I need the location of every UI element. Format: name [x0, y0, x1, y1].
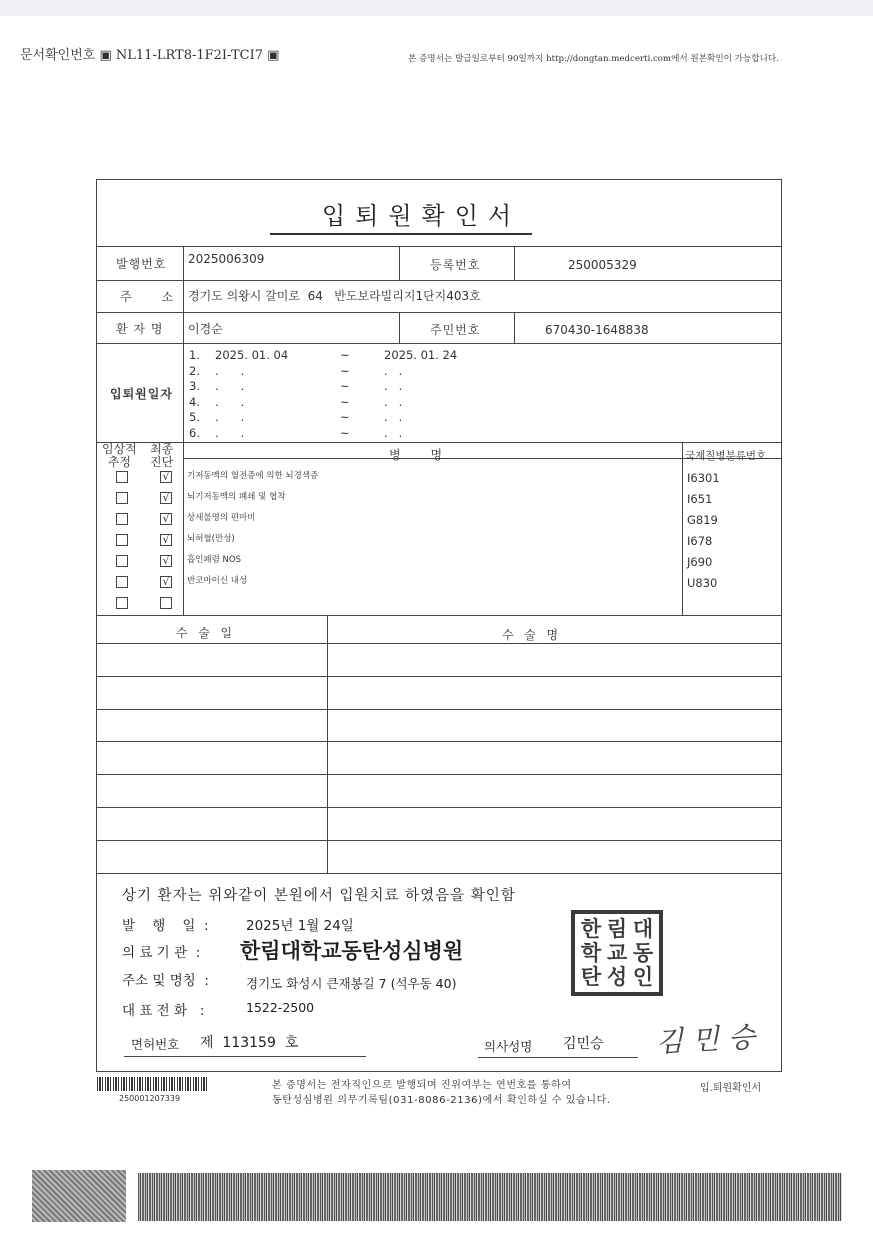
- icd-code: I651: [687, 492, 713, 506]
- resident-number-value: 670430-1648838: [545, 323, 649, 337]
- verification-notice: 본 증명서는 발급일로부터 90일까지 http://dongtan.medcerti.com에서 원본확인이 가능합니다.: [408, 54, 779, 64]
- final-diagnosis-checkbox[interactable]: √: [160, 471, 172, 483]
- rule: [96, 741, 782, 742]
- period-to-date: . .: [384, 379, 403, 394]
- final-diagnosis-checkbox[interactable]: √: [160, 555, 172, 567]
- final-diagnosis-checkbox[interactable]: [160, 597, 172, 609]
- icd-code: I678: [687, 534, 713, 548]
- final-diagnosis-checkbox[interactable]: √: [160, 576, 172, 588]
- clinical-estimate-header: 임상적 추정: [102, 442, 137, 469]
- period-row-number: 3.: [189, 379, 200, 394]
- clinical-estimate-checkbox[interactable]: [116, 513, 128, 525]
- diagnosis-name: 흡인폐렴 NOS: [187, 555, 241, 565]
- period-to-date: 2025. 01. 24: [384, 348, 458, 362]
- period-from-date: . .: [215, 426, 245, 440]
- scan-noise-block: [32, 1170, 126, 1222]
- institution-label: 의 료 기 관 :: [122, 945, 201, 961]
- period-tilde: ~: [340, 426, 350, 440]
- scan-noise-strip: [138, 1173, 842, 1221]
- scan-top-band: [0, 0, 873, 16]
- clinical-estimate-checkbox[interactable]: [116, 534, 128, 546]
- phone-label: 대 표 전 화 :: [122, 1003, 205, 1019]
- final-diagnosis-checkbox[interactable]: √: [160, 492, 172, 504]
- seal-character: 학: [580, 940, 602, 965]
- footer-notice-line2: 동탄성심병원 의무기록팀(031-8086-2136)에서 확인하실 수 있습니다.: [272, 1095, 611, 1106]
- document-check-number: 문서확인번호 ▣ NL11-LRT8-1F2I-TCI7 ▣: [20, 48, 280, 63]
- registration-number-label: 등록번호: [430, 258, 481, 272]
- period-row-number: 4.: [189, 394, 200, 409]
- period-from-date: . .: [215, 410, 245, 425]
- clinical-estimate-checkbox[interactable]: [116, 597, 128, 609]
- diagnosis-name: 상세불명의 편마비: [187, 513, 256, 523]
- icd-code: G819: [687, 513, 718, 527]
- period-to-date: . .: [384, 363, 403, 378]
- clinical-estimate-checkbox[interactable]: [116, 576, 128, 588]
- issue-number-label: 발행번호: [116, 257, 167, 271]
- rule: [183, 246, 184, 442]
- seal-character: 교: [606, 940, 628, 965]
- period-from-date: 2025. 01. 04: [215, 348, 289, 362]
- period-to-date: . .: [384, 410, 403, 425]
- issue-date-label: 발 행 일 :: [122, 918, 209, 934]
- license-label: 면허번호: [131, 1037, 180, 1052]
- doctor-underline: [478, 1057, 638, 1058]
- diagnosis-name: 뇌기저동맥의 폐쇄 및 협착: [187, 492, 286, 502]
- seal-character: 대: [632, 916, 654, 941]
- issue-date-value: 2025년 1월 24일: [246, 918, 354, 934]
- doctor-name: 김민승: [563, 1036, 604, 1052]
- diagnosis-name: 반코마이신 내성: [187, 576, 248, 586]
- period-to-date: . .: [384, 394, 403, 409]
- period-tilde: ~: [340, 348, 350, 362]
- period-from-date: . .: [215, 379, 245, 394]
- institution-address-label: 주소 및 명칭 :: [122, 973, 209, 989]
- rule: [96, 873, 782, 874]
- rule: [96, 343, 782, 344]
- footer-notice-line1: 본 증명서는 전자직인으로 발행되며 진위여부는 연번호를 통하여: [272, 1080, 572, 1091]
- rule: [96, 709, 782, 710]
- period-tilde: ~: [340, 410, 350, 425]
- rule: [514, 246, 515, 280]
- institution-name: 한림대학교동탄성심병원: [240, 939, 464, 963]
- phone-value: 1522-2500: [246, 1000, 315, 1015]
- disease-name-header: 병 명: [389, 448, 444, 462]
- seal-character: 한: [580, 916, 602, 941]
- icd-code: U830: [687, 576, 718, 590]
- period-tilde: ~: [340, 379, 350, 394]
- confirmation-statement: 상기 환자는 위와같이 본원에서 입원치료 하였음을 확인함: [122, 888, 516, 904]
- doctor-label: 의사성명: [484, 1039, 533, 1054]
- final-diagnosis-checkbox[interactable]: √: [160, 513, 172, 525]
- seal-character: 동: [632, 940, 654, 965]
- period-tilde: ~: [340, 363, 350, 378]
- rule: [96, 615, 782, 616]
- seal-character: 성: [606, 964, 628, 989]
- rule: [96, 840, 782, 841]
- period-row-number: 1.: [189, 348, 200, 362]
- icd-code: J690: [687, 555, 713, 569]
- seal-character: 림: [606, 916, 628, 941]
- title-underline: [270, 233, 532, 235]
- clinical-estimate-checkbox[interactable]: [116, 555, 128, 567]
- address-value: 경기도 의왕시 갈미로 64 반도보라빌리지1단지403호: [188, 289, 481, 303]
- doctor-signature: 김 민 승: [655, 1020, 756, 1059]
- resident-number-label: 주민번호: [430, 323, 481, 337]
- icd-code: I6301: [687, 471, 720, 485]
- seal-character: 탄: [580, 964, 602, 989]
- rule: [682, 442, 683, 615]
- rule: [96, 676, 782, 677]
- period-to-date: . .: [384, 426, 403, 440]
- rule: [327, 615, 328, 873]
- surgery-date-header: 수 술 일: [176, 626, 234, 640]
- period-tilde: ~: [340, 394, 350, 409]
- rule: [96, 280, 782, 281]
- final-diagnosis-header: 최종 진단: [150, 442, 174, 469]
- final-diagnosis-checkbox[interactable]: √: [160, 534, 172, 546]
- clinical-estimate-checkbox[interactable]: [116, 471, 128, 483]
- barcode-number: 250001207339: [119, 1094, 181, 1103]
- rule: [96, 807, 782, 808]
- diagnosis-name: 뇌허혈(만성): [187, 534, 235, 544]
- surgery-name-header: 수 술 명: [502, 628, 560, 642]
- rule: [96, 643, 782, 644]
- institution-address: 경기도 화성시 큰재봉길 7 (석우동 40): [246, 976, 457, 991]
- rule: [96, 312, 782, 313]
- rule: [514, 312, 515, 343]
- seal-character: 인: [632, 964, 654, 989]
- patient-name-label: 환 자 명: [116, 322, 164, 336]
- rule: [96, 442, 782, 443]
- license-underline: [124, 1056, 366, 1057]
- admission-period-label: 입퇴원일자: [110, 387, 173, 401]
- period-from-date: . .: [215, 363, 245, 378]
- patient-name-value: 이경순: [188, 322, 223, 336]
- icd-code-header: 국제질병분류번호: [685, 450, 767, 462]
- document-type-label: 입.퇴원확인서: [700, 1083, 762, 1094]
- rule: [399, 246, 400, 280]
- address-label: 주 소: [120, 290, 175, 304]
- diagnosis-name: 기저동맥의 혈전증에 의한 뇌경색증: [187, 471, 319, 481]
- barcode-graphic: [97, 1077, 209, 1091]
- period-row-number: 5.: [189, 410, 200, 425]
- hospital-seal: [571, 910, 663, 996]
- license-number: 제 113159 호: [200, 1035, 299, 1051]
- rule: [399, 312, 400, 343]
- rule: [96, 246, 782, 247]
- rule: [96, 774, 782, 775]
- registration-number-value: 250005329: [568, 258, 637, 272]
- period-row-number: 6.: [189, 426, 200, 440]
- clinical-estimate-checkbox[interactable]: [116, 492, 128, 504]
- document-title: 입퇴원확인서: [322, 202, 522, 230]
- issue-number-value: 2025006309: [188, 252, 265, 266]
- period-from-date: . .: [215, 394, 245, 409]
- period-row-number: 2.: [189, 363, 200, 378]
- rule: [183, 442, 184, 615]
